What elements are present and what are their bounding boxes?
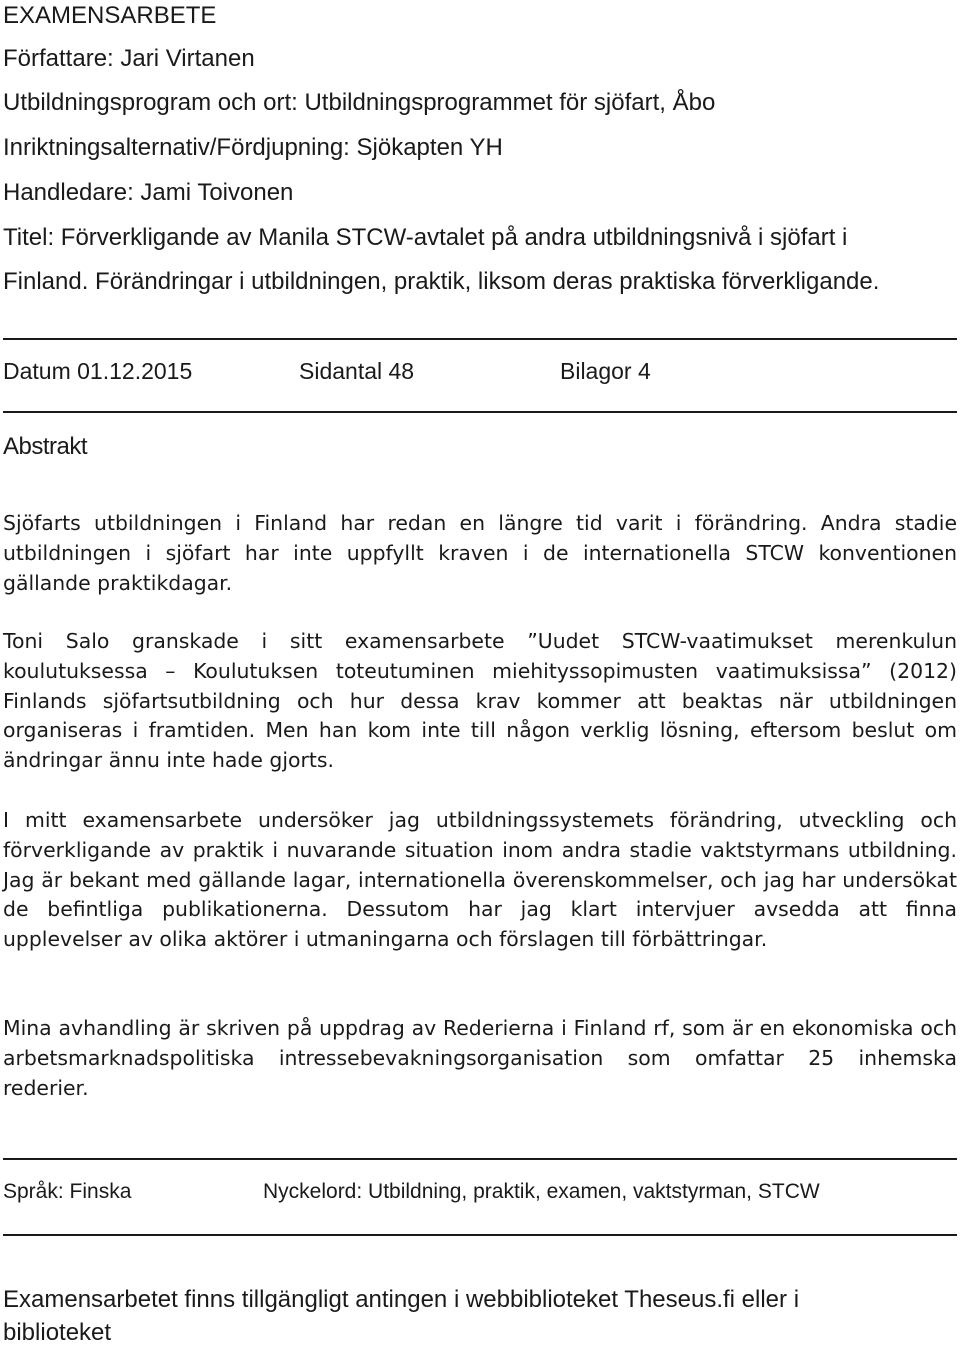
title-line-1: Titel: Förverkligande av Manila STCW-avtalet på andra utbildningsnivå i sjöfart i (3, 224, 848, 251)
availability-note: Examensarbetet finns tillgängligt antingen i webbiblioteket Theseus.fi eller i biblioteket (3, 1286, 800, 1346)
divider-rule (3, 1158, 957, 1160)
abstract-paragraph: Sjöfarts utbildningen i Finland har redan en längre tid varit i förändring. Andra stadie utbildningen i sjöfart har inte uppfyllt kraven i de internationella STCW konventionen gällande praktikdagar. (3, 511, 957, 595)
abstract-paragraph: Toni Salo granskade i sitt examensarbete ”Uudet STCW-vaatimukset merenkulun koulutuksessa – Koulutuksen toteutuminen miehityssopimusten vaatimuksissa” (2012) Finlands sjöfartsutbildning och hur dessa krav kommer att beaktas när utbildningen organiseras i framtiden. Men han kom inte till någon verklig lösning, eftersom beslut om ändringar ännu inte hade gjorts. (3, 629, 957, 773)
document-type: EXAMENSARBETE (3, 2, 217, 29)
abstract-paragraph: I mitt examensarbete undersöker jag utbildningssystemets förändring, utveckling och förverkligande av praktik i nuvarande situation inom andra stadie vaktstyrmans utbildning. Jag är bekant med gällande lagar, internationella överenskommelser, och jag har undersökat de befintliga publikationerna. Dessutom har jag klart intervjuer avsedda att finna upplevelser av olika aktörer i utmaningarna och förslagen till förbättringar. (3, 808, 957, 952)
divider-rule (3, 411, 957, 413)
date-field: Datum 01.12.2015 (3, 358, 193, 384)
title-line-2: Finland. Förändringar i utbildningen, praktik, liksom deras praktiska förverkligande. (3, 268, 880, 295)
author-line: Författare: Jari Virtanen (3, 45, 255, 72)
program-line: Utbildningsprogram och ort: Utbildningsprogrammet för sjöfart, Åbo (3, 89, 716, 116)
supervisor-line: Handledare: Jami Toivonen (3, 179, 294, 206)
specialization-line: Inriktningsalternativ/Fördjupning: Sjökapten YH (3, 134, 503, 161)
keywords-field: Nyckelord: Utbildning, praktik, examen, vaktstyrman, STCW (263, 1180, 820, 1203)
appendices-field: Bilagor 4 (560, 358, 651, 384)
divider-rule (3, 338, 957, 340)
language-field: Språk: Finska (3, 1180, 132, 1203)
divider-rule (3, 1234, 957, 1236)
abstract-paragraph: Mina avhandling är skriven på uppdrag av Rederierna i Finland rf, som är en ekonomiska och arbetsmarknadspolitiska intressebevakningsorganisation som omfattar 25 inhemska rederier. (3, 1016, 957, 1100)
abstract-heading: Abstrakt (3, 433, 88, 460)
page-count-field: Sidantal 48 (299, 358, 415, 384)
